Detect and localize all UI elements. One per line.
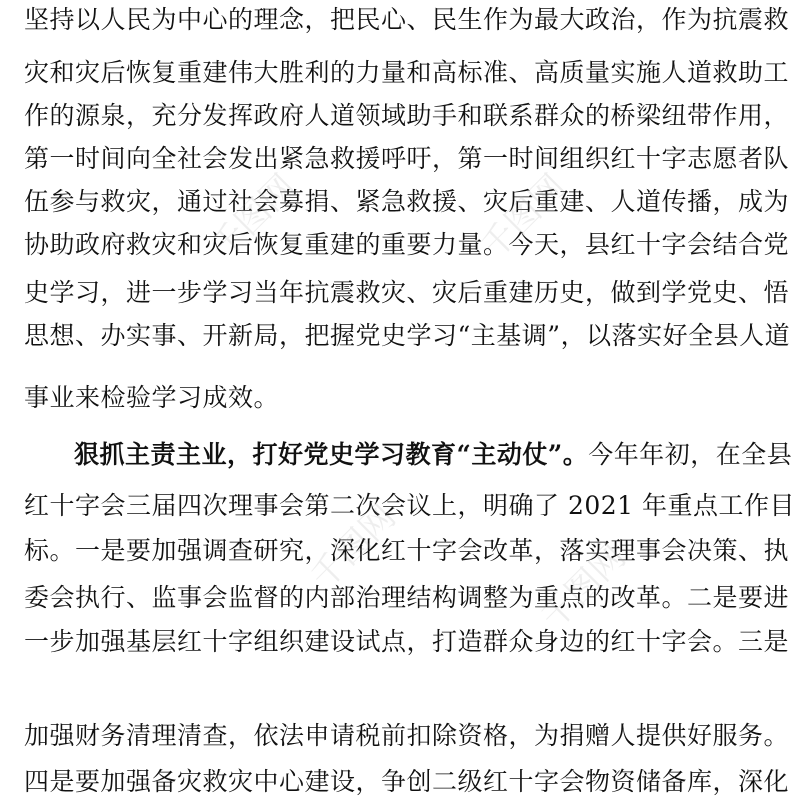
watermark: 千图网 [203, 166, 304, 268]
watermark: 千图网 [303, 496, 404, 598]
paragraph-line: 史学习，进一步学习当年抗震救灾、灾后重建历史，做到学党史、悟 [24, 278, 790, 307]
paragraph-line: 灾和灾后恢复重建伟大胜利的力量和高标准、高质量实施人道救助工 [24, 58, 790, 87]
paragraph-line: 思想、办实事、开新局，把握党史学习“主基调”，以落实好全县人道 [24, 321, 791, 350]
paragraph-line: 作的源泉，充分发挥政府人道领域助手和联系群众的桥梁纽带作用， [24, 101, 790, 130]
watermark: 千图网 [533, 536, 634, 638]
paragraph-line: 红十字会三届四次理事会第二次会议上，明确了 2021 年重点工作目 [24, 491, 796, 520]
watermark: 千图网 [473, 166, 574, 268]
paragraph-first-line [24, 437, 793, 473]
paragraph-line: 加强财务清理清查，依法申请税前扣除资格，为捐赠人提供好服务。 [24, 721, 790, 750]
paragraph-heading: 狠抓主责主业，打好党史学习教育“主动仗”。 [74, 440, 589, 469]
paragraph-line: 伍参与救灾，通过社会募捐、紧急救援、灾后重建、人道传播，成为 [24, 187, 790, 216]
paragraph-text: 今年年初，在全县 [588, 440, 793, 469]
paragraph-line: 第一时间向全社会发出紧急救援呼吁，第一时间组织红十字志愿者队 [24, 144, 790, 173]
paragraph-line: 协助政府救灾和灾后恢复重建的重要力量。今天，县红十字会结合党 [24, 230, 790, 259]
paragraph-line: 一步加强基层红十字组织建设试点，打造群众身边的红十字会。三是 [24, 627, 790, 656]
paragraph-line: 事业来检验学习成效。 [24, 383, 280, 412]
paragraph-line: 四是要加强备灾救灾中心建设，争创二级红十字会物资储备库，深化 [24, 767, 790, 796]
paragraph-line: 坚持以人民为中心的理念，把民心、民生作为最大政治，作为抗震救 [24, 5, 790, 34]
paragraph-line: 标。一是要加强调查研究，深化红十字会改革，落实理事会决策、执 [24, 536, 790, 565]
paragraph-line: 委会执行、监事会监督的内部治理结构调整为重点的改革。二是要进 [24, 583, 790, 612]
